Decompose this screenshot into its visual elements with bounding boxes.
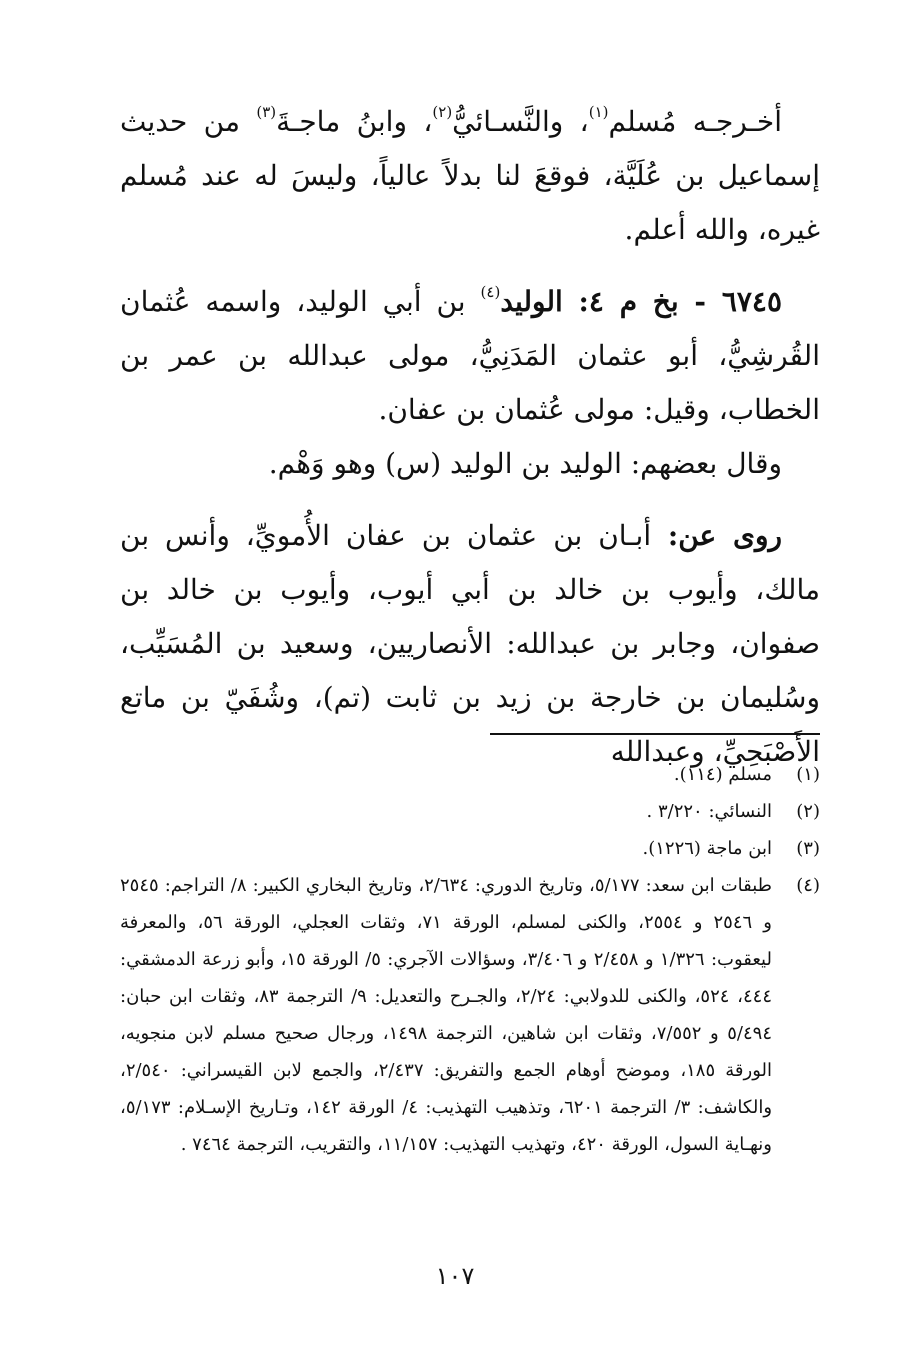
footnote-ref-1[interactable]: (١) xyxy=(588,103,609,121)
footnote-number: (٢) xyxy=(796,801,820,822)
entry-number: ٦٧٤٥ - بخ م ٤: الوليد xyxy=(500,285,782,318)
footnote-4 xyxy=(120,867,820,1163)
footnote-ref-3[interactable]: (٣) xyxy=(256,103,277,121)
footnotes xyxy=(120,756,820,1163)
footnote-number: (١) xyxy=(796,764,820,785)
footnote-3 xyxy=(120,830,820,867)
paragraph-takhrij: أخـرجـه مُسلم$^{(١)}$، والنَّسـائيُّ$^{(٢)}$، وابنُ ماجـةَ$^{(٣)}$ من حديث إسماعيل بن عُلَيَّة، فوقعَ لنا بدلاً عالياً، وليسَ له عند مُسلم غيره، والله أعلم. xyxy=(120,103,820,246)
paragraph-note: وقال بعضهم: الوليد بن الوليد (س) وهو وَهْم. xyxy=(268,447,782,480)
footnote-text: مسلم (١١٤). xyxy=(673,764,772,785)
footnote-number: (٣) xyxy=(796,838,820,859)
footnote-divider xyxy=(490,733,820,735)
entry-paragraph: ٦٧٤٥ - بخ م ٤: الوليد$^{(٤)}$ بن أبي الوليد، واسمه عُثمان القُرشِيُّ، أبو عثمان المَدَنِيُّ، مولى عبدالله بن عمر بن الخطاب، وقيل: مولى عُثمان بن عفان. xyxy=(120,283,820,426)
paragraph-narrated-from: روى عن: أبـان بن عثمان بن عفان الأُمويِّ، وأنس بن مالك، وأيوب بن خالد بن أبي أيوب، وأيوب بن خالد بن صفوان، وجابر بن عبدالله: الأنصاريين، وسعيد بن المُسَيِّب، وسُليمان بن خارجة بن زيد بن ثابت (تم)، وشُفَيّ بن ماتع الأَصْبَحِيِّ، وعبدالله xyxy=(120,519,820,768)
footnote-ref-4[interactable]: (٤) xyxy=(480,283,501,301)
footnote-text: طبقات ابن سعد: ٥/١٧٧، وتاريخ الدوري: ٢/٦٣٤، وتاريخ البخاري الكبير: ٨/ التراجم: ٢٥٤٥ و ٢٥٤٦ و ٢٥٥٤، والكنى لمسلم، الورقة ٧١، وثقات العجلي، الورقة ٥٦، والمعرفة ليعقوب: ١/٣٢٦ و ٢/٤٥٨ و ٣/٤٠٦، وسؤالات الآجري: ٥/ الورقة ١٥، وأبو زرعة الدمشقي: ٤٤٤، ٥٢٤، والكنى للدولابي: ٢/٢٤، والجـرح والتعديل: ٩/ الترجمة ٨٣، وثقات ابن حبان: ٥/٤٩٤ و ٧/٥٥٢، وثقات ابن شاهين، الترجمة ١٤٩٨، ورجال صحيح مسلم لابن منجويه، الورقة ١٨٥، وموضح أوهام الجمع والتفريق: ٢/٤٣٧، والجمع لابن القيسراني: ٢/٥٤٠، والكاشف: ٣/ الترجمة ٦٢٠١، وتذهيب التهذيب: ٤/ الورقة ١٤٢، وتـاريخ الإسـلام: ٥/١٧٣، ونهـاية السول، الورقة ٤٢٠، وتهذيب التهذيب: ١١/١٥٧، والتقريب، الترجمة ٧٤٦٤ . xyxy=(120,875,773,1155)
page-number: ١٠٧ xyxy=(435,1262,475,1290)
footnote-text: ابن ماجة (١٢٢٦). xyxy=(642,838,772,859)
narrated-from-label: روى عن: xyxy=(651,519,782,552)
footnote-ref-2[interactable]: (٢) xyxy=(432,103,453,121)
footnote-2 xyxy=(120,793,820,830)
footnote-text: النسائي: ٣/٢٢٠ . xyxy=(646,801,772,822)
footnote-number: (٤) xyxy=(796,875,820,896)
main-text xyxy=(120,95,820,779)
footnote-1 xyxy=(120,756,820,793)
